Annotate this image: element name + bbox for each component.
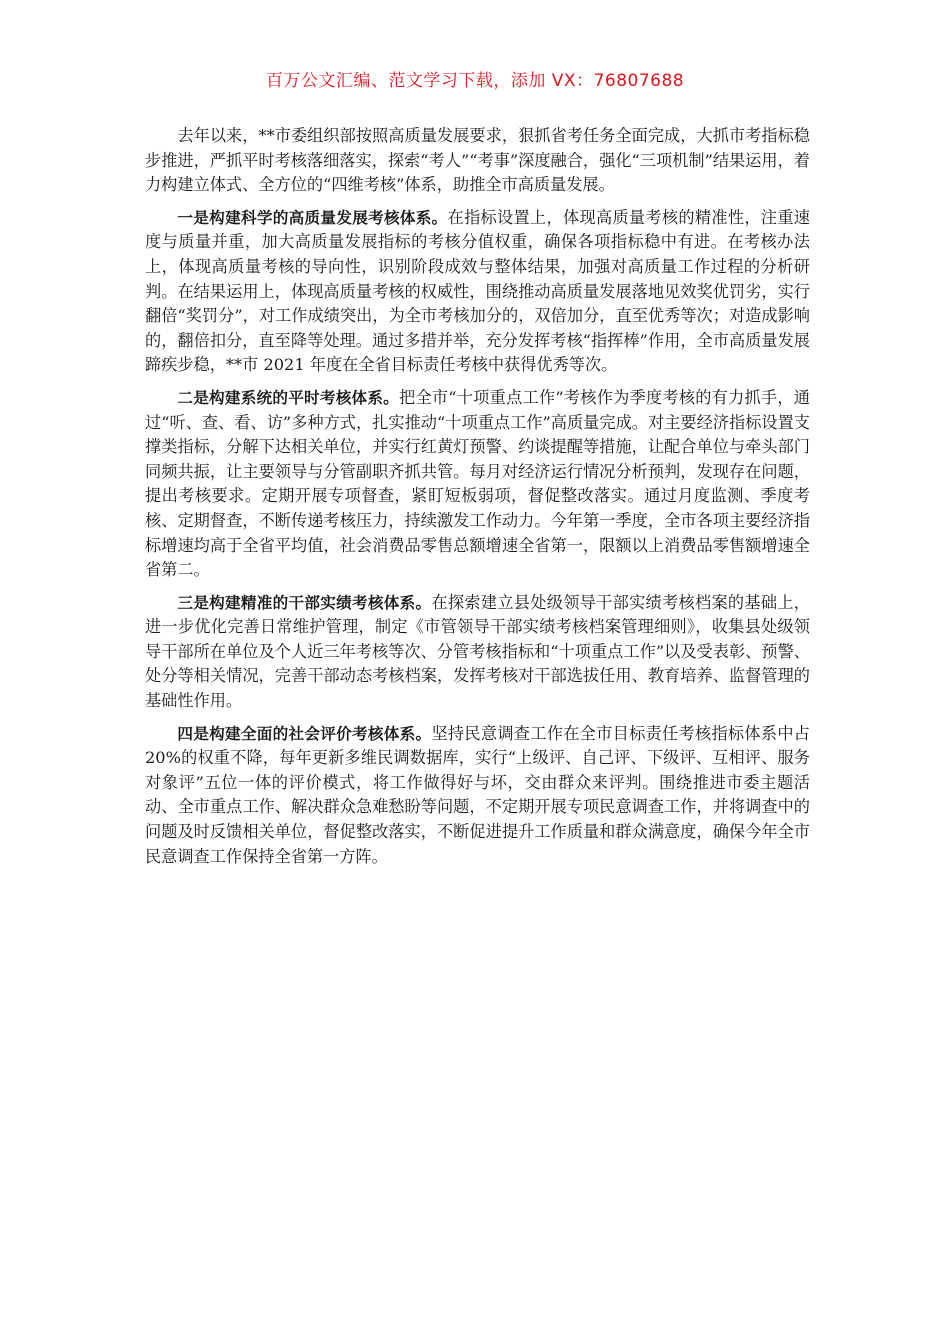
section-paragraph: [145, 386, 810, 583]
section-paragraph: [145, 206, 810, 378]
section-body: 在探索建立县处级领导干部实绩考核档案的基础上，进一步优化完善日常维护管理，制定《市管领导干部实绩考核档案管理细则》，收集县处级领导干部所在单位及个人近三年考核等次、分管考核指标和“十项重点工作”以及受表彰、预警、处分等相关情况，完善干部动态考核档案，发挥考核对干部选拔任用、教育培养、监督管理的基础性作用。: [145, 592, 810, 711]
intro-paragraph: 去年以来，**市委组织部按照高质量发展要求，狠抓省考任务全面完成，大抓市考指标稳步推进，严抓平时考核落细落实，探索“考人”“考事”深度融合，强化“三项机制”结果运用，着力构建立体式、全方位的“四维考核”体系，助推全市高质量发展。: [145, 126, 810, 195]
document-body: [145, 124, 810, 877]
header-banner: 百万公文汇编、范文学习下载，添加 VX：76807688: [265, 71, 685, 91]
section-lead: 四是构建全面的社会评价考核体系。: [177, 724, 432, 743]
section-body: 坚持民意调查工作在全市目标责任考核指标体系中占 20%的权重不降，每年更新多维民调数据库，实行“上级评、自己评、下级评、互相评、服务对象评”五位一体的评价模式，将工作做得好与坏，交由群众来评判。围绕推进市委主题活动、全市重点工作、解决群众急难愁盼等问题，不定期开展专项民意调查工作，并将调查中的问题及时反馈相关单位，督促整改落实，不断促进提升工作质量和群众满意度，确保今年全市民意调查工作保持全省第一方阵。: [145, 723, 810, 866]
section-body: 在指标设置上，体现高质量考核的精准性，注重速度与质量并重，加大高质量发展指标的考核分值权重，确保各项指标稳中有进。在考核办法上，体现高质量考核的导向性，识别阶段成效与整体结果，加强对高质量工作过程的分析研判。在结果运用上，体现高质量考核的权威性，围绕推动高质量发展落地见效奖优罚劣，实行翻倍“奖罚分”，对工作成绩突出，为全市考核加分的，双倍加分，直至优秀等次；对造成影响的，翻倍扣分，直至降等处理。通过多措并举，充分发挥考核“指挥棒”作用，全市高质量发展蹄疾步稳，**市 2021 年度在全省目标责任考核中获得优秀等次。: [145, 207, 810, 375]
section-paragraph: [145, 722, 810, 870]
section-lead: 一是构建科学的高质量发展考核体系。: [177, 208, 448, 227]
section-paragraph: [145, 591, 810, 714]
section-body: 把全市“十项重点工作”考核作为季度考核的有力抓手，通过“听、查、看、访”多种方式，扎实推动“十项重点工作”高质量完成。对主要经济指标设置支撑类指标，分解下达相关单位，并实行红黄灯预警、约谈提醒等措施，让配合单位与牵头部门同频共振，让主要领导与分管副职齐抓共管。每月对经济运行情况分析预判，发现存在问题，提出考核要求。定期开展专项督查，紧盯短板弱项，督促整改落实。通过月度监测、季度考核、定期督查，不断传递考核压力，持续激发工作动力。今年第一季度，全市各项主要经济指标增速均高于全省平均值，社会消费品零售总额增速全省第一，限额以上消费品零售额增速全省第二。: [145, 387, 810, 580]
section-lead: 二是构建系统的平时考核体系。: [177, 388, 400, 407]
section-lead: 三是构建精准的干部实绩考核体系。: [177, 593, 432, 612]
